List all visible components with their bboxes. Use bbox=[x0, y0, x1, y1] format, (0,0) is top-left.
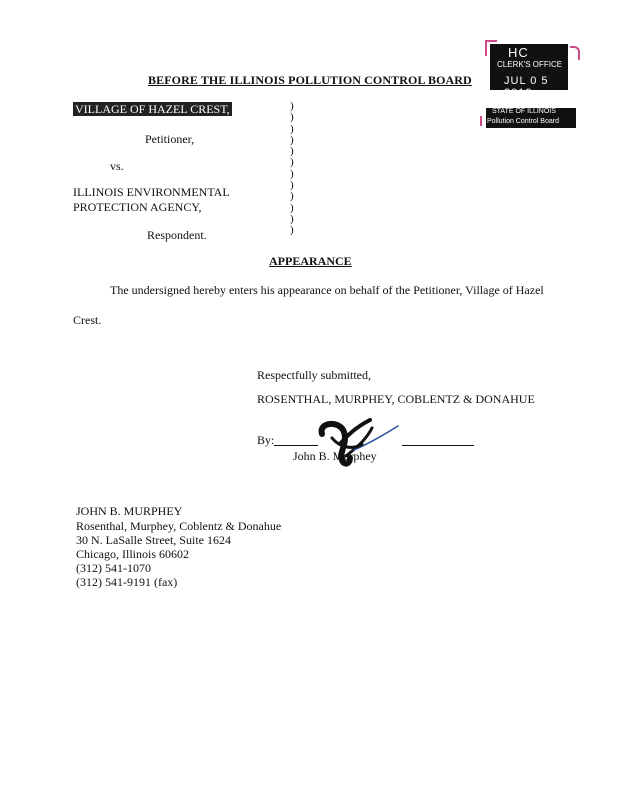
closing-salutation: Respectfully submitted, bbox=[257, 368, 371, 382]
petitioner-name-text: VILLAGE OF HAZEL CREST, bbox=[75, 102, 230, 116]
respondent-line1: ILLINOIS ENVIRONMENTAL bbox=[73, 185, 230, 199]
paren: ) bbox=[290, 224, 294, 237]
paren: ) bbox=[290, 133, 294, 146]
stamp-text: CLERK'S OFFICE bbox=[497, 60, 563, 69]
paren: ) bbox=[290, 111, 294, 124]
body-line: Crest. bbox=[73, 313, 102, 327]
paren: ) bbox=[290, 145, 294, 158]
paren: ) bbox=[290, 167, 294, 180]
received-stamp bbox=[490, 44, 568, 99]
signature-image bbox=[310, 414, 410, 474]
signature-line bbox=[402, 445, 474, 446]
document-title: BEFORE THE ILLINOIS POLLUTION CONTROL BOARD bbox=[148, 73, 472, 87]
stamp-corner-mark bbox=[570, 46, 580, 60]
paren: ) bbox=[290, 190, 294, 203]
section-heading: APPEARANCE bbox=[269, 254, 352, 268]
contact-firm: Rosenthal, Murphey, Coblentz & Donahue bbox=[76, 519, 282, 533]
paren: ) bbox=[290, 100, 294, 112]
paren: ) bbox=[290, 179, 294, 192]
petitioner-role: Petitioner, bbox=[145, 132, 195, 146]
contact-address: 30 N. LaSalle Street, Suite 1624 bbox=[76, 533, 231, 547]
contact-fax: (312) 541-9191 (fax) bbox=[76, 575, 178, 589]
stamp-date: JUL 0 5 2019 bbox=[504, 75, 549, 99]
respondent-line2: PROTECTION AGENCY, bbox=[73, 200, 202, 214]
closing-firm: ROSENTHAL, MURPHEY, COBLENTZ & DONAHUE bbox=[257, 392, 535, 406]
caption-parens bbox=[290, 101, 298, 237]
paren: ) bbox=[290, 212, 294, 225]
contact-phone: (312) 541-1070 bbox=[76, 561, 151, 575]
respondent-role: Respondent. bbox=[147, 228, 207, 242]
petitioner-name bbox=[73, 102, 232, 117]
contact-name: JOHN B. MURPHEY bbox=[76, 504, 183, 518]
by-label: By: bbox=[257, 433, 275, 447]
paren: ) bbox=[290, 156, 294, 169]
contact-city: Chicago, Illinois 60602 bbox=[76, 547, 189, 561]
paren: ) bbox=[290, 122, 294, 135]
stamp-text: HC bbox=[508, 45, 529, 60]
board-stamp bbox=[486, 108, 576, 128]
body-line: The undersigned hereby enters his appearance on behalf of the Petitioner, Village of Hazel bbox=[110, 283, 544, 297]
stamp-text: Pollution Control Board bbox=[487, 118, 559, 125]
stamp-text: STATE OF ILLINOIS bbox=[492, 108, 556, 115]
signer-name: John B. Murphey bbox=[293, 449, 377, 463]
paren: ) bbox=[290, 201, 294, 214]
versus: vs. bbox=[110, 159, 124, 173]
